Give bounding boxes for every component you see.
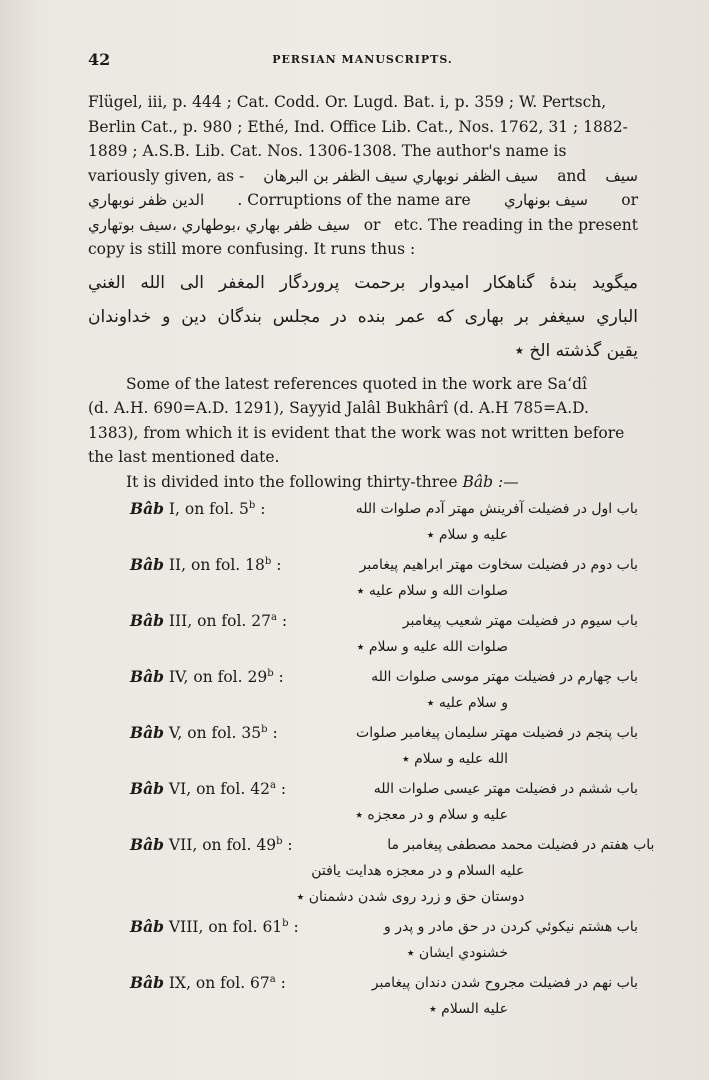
persian-fragment: الدين ظفر نوبهاري [88,191,205,209]
bab-persian-line: باب ششم در فضيلت مهتر عيسى صلوات الله [373,781,638,797]
bab-persian-line: باب چهارم در فضيلت مهتر موسى صلوات الله [371,669,638,685]
bab-row [88,552,638,604]
division-bab-word: Bâb :— [462,472,519,491]
bab-row [88,664,638,716]
bab-entry [88,970,638,1022]
bab-word: Bâb [130,499,164,518]
bab-label: Bâb I, on fol. 5$^b$ : [130,499,266,518]
bab-label: Bâb III, on fol. 27$^a$ : [130,611,288,630]
folio-side: a [269,779,276,791]
bab-label: Bâb VII, on fol. 49$^b$ : [130,835,293,854]
bab-persian-title [287,608,638,660]
division-intro-text: It is divided into the following thirty-three [126,472,458,491]
running-title: PERSIAN MANUSCRIPTS. [272,53,453,66]
bab-list [88,496,655,1022]
bab-label: Bâb IV, on fol. 29$^b$ : [130,667,284,686]
bab-persian-line: و سلام عليه ٭ [426,695,508,711]
bab-entry [88,776,638,828]
english-fragment: or [621,191,638,209]
bab-persian-line: صلوات الله عليه و سلام ٭ [356,639,508,655]
bab-persian-title [284,664,638,716]
folio-side: b [267,667,274,679]
bab-persian-line: باب پنجم در فضيلت مهتر سليمان پيغامبر صلوات [356,725,638,741]
folio-side: b [282,917,289,929]
bab-entry [88,720,638,772]
bab-persian-title [265,496,638,548]
bab-word: Bâb [130,779,164,798]
page-header [88,50,637,72]
bab-row [88,776,638,828]
bab-label: Bâb VI, on fol. 42$^a$ : [130,779,287,798]
bab-entry [88,914,638,966]
bab-persian-line: باب سيوم در فضيلت مهتر شعيب پيغامبر [402,613,638,629]
bab-persian-line: باب نهم در فضيلت مجروح شدن دندان پيغامبر [371,975,638,991]
persian-line: میگوید بندهٔ گناهکار امیدوار برحمت پروردگار المغفر الی الله الغني [88,272,638,293]
text-line-content: 1889 ; A.S.B. Lib. Cat. Nos. 1306-1308. The author's name is [88,142,567,160]
bab-word: Bâb [130,973,164,992]
bab-label: Bâb IX, on fol. 67$^a$ : [130,973,286,992]
bab-entry [88,608,638,660]
bab-label: Bâb V, on fol. 35$^b$ : [130,723,278,742]
division-intro [88,470,638,495]
english-fragment: etc. The reading in the present [394,215,638,234]
text-line-content: copy is still more confusing. It runs thus : [88,240,416,258]
bab-persian-line: صلوات الله و سلام عليه ٭ [356,583,508,599]
bab-persian-line: باب هشتم نيکوئي کردن در حق مادر و پدر و [384,919,638,935]
bab-persian-line: باب اول در فضيلت آفرينش مهتر آدم صلوات الله [355,501,638,517]
persian-fragment: سيف بونهاري [504,191,588,209]
bab-persian-line: عليه السلام و در معجزه هدايت يافتن [311,863,525,879]
bab-persian-line: دوستان حق و زرد روی شدن دشمنان ٭ [296,889,525,905]
bab-persian-line: الله عليه و سلام ٭ [402,751,508,767]
text-line-content: Some of the latest references quoted in the work are Sa‘dî [126,374,587,393]
folio-side: b [248,499,256,511]
bab-entry [88,496,638,548]
bab-persian-title [278,720,638,772]
page-number: 42 [88,50,111,69]
bab-entry [88,552,638,604]
bab-word: Bâb [130,667,164,686]
folio-side: a [270,611,277,623]
bab-row [88,496,638,548]
bab-row [88,608,638,660]
bab-persian-line: باب هفتم در فضيلت محمد مصطفى پيغامبر ما [387,837,655,853]
mixed-line [88,188,638,213]
english-fragment: variously given, as - [88,166,245,185]
bab-row [88,970,638,1022]
bab-row [88,832,655,910]
bab-word: Bâb [130,835,164,854]
bab-persian-title [286,776,638,828]
bab-persian-title [293,832,655,910]
mixed-line [88,213,638,238]
persian-fragment: سيف [605,166,638,185]
text-line-content: 1383), from which it is evident that the work was not written before [88,423,625,442]
bab-persian-title [299,914,638,966]
text-line-content: (d. A.H. 690=A.D. 1291), Sayyid Jalâl Bukhârî (d. A.H 785=A.D. [88,399,589,417]
folio-side: a [269,973,276,985]
bab-persian-line: عليه و سلام ٭ [426,527,508,543]
bab-persian-line: خشنودي ايشان ٭ [406,945,508,961]
bab-persian-line: عليه السلام ٭ [429,1001,508,1017]
english-fragment: or [363,215,381,234]
bab-entry [88,664,638,716]
bab-label: Bâb II, on fol. 18$^b$ : [130,555,282,574]
persian-line: يقين گذشته الخ ٭ [514,340,638,361]
text-line [88,115,638,140]
bab-word: Bâb [130,555,164,574]
text-line [88,139,638,164]
text-line-content: the last mentioned date. [88,448,280,466]
text-line [88,372,638,397]
text-line-content: Flügel, iii, p. 444 ; Cat. Codd. Or. Lugd. Bat. i, p. 359 ; W. Pertsch, [88,93,607,111]
persian-fragment: سيف ظفر بهاري ،بوطهاري ،سيف بوتهاري [88,215,351,234]
english-fragment: and [557,166,587,185]
bab-word: Bâb [130,611,164,630]
bab-persian-title [281,552,638,604]
text-line-content: Berlin Cat., p. 980 ; Ethé, Ind. Office Lib. Cat., Nos. 1762, 31 ; 1882- [88,117,628,136]
folio-side: b [276,835,283,847]
persian-fragment: سيف الظفر نوبهاري سيف الظفر بن البرهان [263,166,539,185]
english-fragment: . Corruptions of the name are [237,191,471,209]
text-line [88,421,638,446]
bab-persian-line: عليه و سلام و در معجزه ٭ [355,807,508,823]
bab-entry [88,832,655,910]
text-line [88,445,638,470]
persian-quotation [88,266,638,368]
bab-row [88,720,638,772]
folio-side: b [264,555,272,567]
persian-line: الباري سيغفر بر بهاری که عمر بنده در مجلس بندگان دين و خداوندان [88,306,638,327]
page-body [88,90,655,1026]
folio-side: b [261,723,268,735]
bab-row [88,914,638,966]
bab-persian-line: باب دوم در فضيلت سخاوت مهتر ابراهيم پيغامبر [359,557,638,573]
text-line [88,237,638,262]
text-line [88,90,638,115]
mixed-line [88,164,638,189]
bab-label: Bâb VIII, on fol. 61$^b$ : [130,917,299,936]
text-line [88,396,638,421]
bab-persian-title [286,970,638,1022]
bab-word: Bâb [130,917,164,936]
bab-word: Bâb [130,723,164,742]
